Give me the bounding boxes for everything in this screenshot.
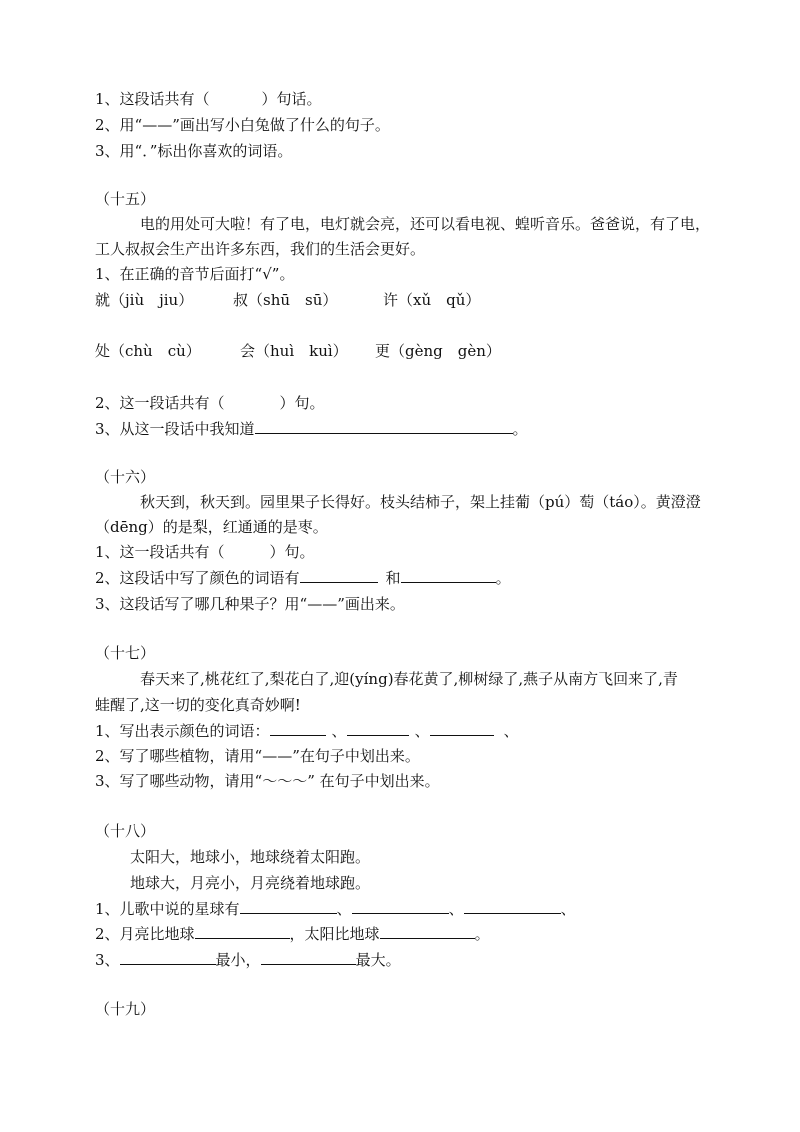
s17-paragraph-line-2: 蛙醒了,这一切的变化真奇妙啊! — [95, 696, 301, 714]
s18-question-1 — [95, 898, 576, 920]
s16-question-2 — [95, 567, 511, 589]
s16-q2-and: 和 — [385, 569, 401, 587]
separator: 、 — [560, 900, 576, 918]
s19-title: （十九） — [95, 1000, 156, 1018]
s15-question-1: 1、在正确的音节后面打“√”。 — [95, 265, 295, 283]
s17-paragraph-line-1: 春天来了,桃花红了,梨花白了,迎(yíng)春花黄了,柳树绿了,燕子从南方飞回来了,青 — [140, 670, 678, 688]
s18-q3-text-end: 最大。 — [355, 951, 401, 969]
s15-q3-text: 3、从这一段话中我知道 — [95, 420, 255, 438]
s14-q1-text: 1、这段话共有（ — [95, 90, 210, 108]
s15-title: （十五） — [95, 190, 156, 208]
separator: 、 — [336, 900, 352, 918]
s18-question-3 — [95, 949, 401, 971]
s14-q1-text-end: ）句话。 — [261, 90, 322, 108]
s14-question-1 — [95, 88, 322, 110]
s17-question-3: 3、写了哪些动物，请用“～～～” 在句子中划出来。 — [95, 772, 440, 790]
s15-q2-text-end: ）句。 — [279, 394, 325, 412]
s14-question-3: 3、用“．”标出你喜欢的词语。 — [95, 142, 293, 160]
s15-pinyin-choice-2: 叔（shū sū） — [233, 291, 338, 309]
s18-q2-text-mid: ，太阳比地球 — [289, 925, 380, 943]
s17-q1-text: 1、写出表示颜色的词语： — [95, 722, 270, 740]
s15-question-2 — [95, 392, 325, 414]
s16-title: （十六） — [95, 468, 156, 486]
s18-title: （十八） — [95, 822, 156, 840]
answer-blank[interactable] — [401, 567, 496, 583]
s16-q2-text-end: 。 — [495, 569, 511, 587]
s15-q2-text: 2、这一段话共有（ — [95, 394, 225, 412]
separator: 、 — [448, 900, 464, 918]
s15-pinyin-choice-4: 处（chù cù） — [95, 342, 201, 360]
s15-pinyin-choice-6: 更（gèng gèn） — [375, 342, 501, 360]
answer-blank[interactable] — [120, 949, 216, 965]
answer-blank[interactable] — [430, 720, 494, 736]
s16-q1-text-end: ）句。 — [269, 543, 315, 561]
s15-q3-text-end: 。 — [512, 420, 528, 438]
s16-paragraph-line-1: 秋天到，秋天到。园里果子长得好。枝头结柿子，架上挂葡（pú）萄（táo）。黄澄澄 — [140, 493, 701, 511]
s15-pinyin-choice-3: 许（xǔ qǔ） — [383, 291, 481, 309]
answer-blank[interactable] — [270, 720, 326, 736]
s18-q3-text: 3、 — [95, 951, 120, 969]
s18-q3-text-mid: 最小， — [215, 951, 261, 969]
s15-pinyin-choice-1: 就（jiù jiu） — [95, 291, 194, 309]
s17-title: （十七） — [95, 644, 156, 662]
separator: 、 — [331, 722, 347, 740]
s17-question-2: 2、写了哪些植物，请用“——”在句子中划出来。 — [95, 747, 420, 765]
separator: 、 — [503, 722, 519, 740]
s15-paragraph-line-2: 工人叔叔会生产出许多东西，我们的生活会更好。 — [95, 240, 426, 258]
s18-q1-text: 1、儿歌中说的星球有 — [95, 900, 240, 918]
answer-blank[interactable] — [195, 923, 290, 939]
answer-blank[interactable] — [240, 898, 337, 914]
answer-blank[interactable] — [347, 720, 409, 736]
s17-question-1 — [95, 720, 519, 742]
answer-blank[interactable] — [352, 898, 449, 914]
answer-blank[interactable] — [255, 418, 513, 434]
separator: 、 — [414, 722, 430, 740]
s16-q1-text: 1、这一段话共有（ — [95, 543, 225, 561]
s15-question-3 — [95, 418, 528, 440]
s15-paragraph-line-1: 电的用处可大啦！有了电，电灯就会亮，还可以看电视、蝗听音乐。爸爸说，有了电， — [140, 215, 711, 233]
s14-question-2: 2、用“——”画出写小白兔做了什么的句子。 — [95, 116, 390, 134]
s18-q2-text-end: 。 — [474, 925, 490, 943]
answer-blank[interactable] — [261, 949, 356, 965]
s16-paragraph-line-2: （dēng）的是梨，红通通的是枣。 — [95, 518, 328, 536]
answer-blank[interactable] — [380, 923, 475, 939]
answer-blank[interactable] — [464, 898, 561, 914]
s16-question-3: 3、这段话写了哪几种果子？用“——”画出来。 — [95, 595, 405, 613]
s18-poem-line-2: 地球大，月亮小，月亮绕着地球跑。 — [130, 874, 371, 892]
s18-question-2 — [95, 923, 490, 945]
s15-pinyin-choice-5: 会（huì kuì） — [240, 342, 348, 360]
answer-blank[interactable] — [300, 567, 378, 583]
s16-question-1 — [95, 541, 315, 563]
s18-q2-text: 2、月亮比地球 — [95, 925, 195, 943]
s18-poem-line-1: 太阳大，地球小，地球绕着太阳跑。 — [130, 848, 371, 866]
s16-q2-text: 2、这段话中写了颜色的词语有 — [95, 569, 300, 587]
